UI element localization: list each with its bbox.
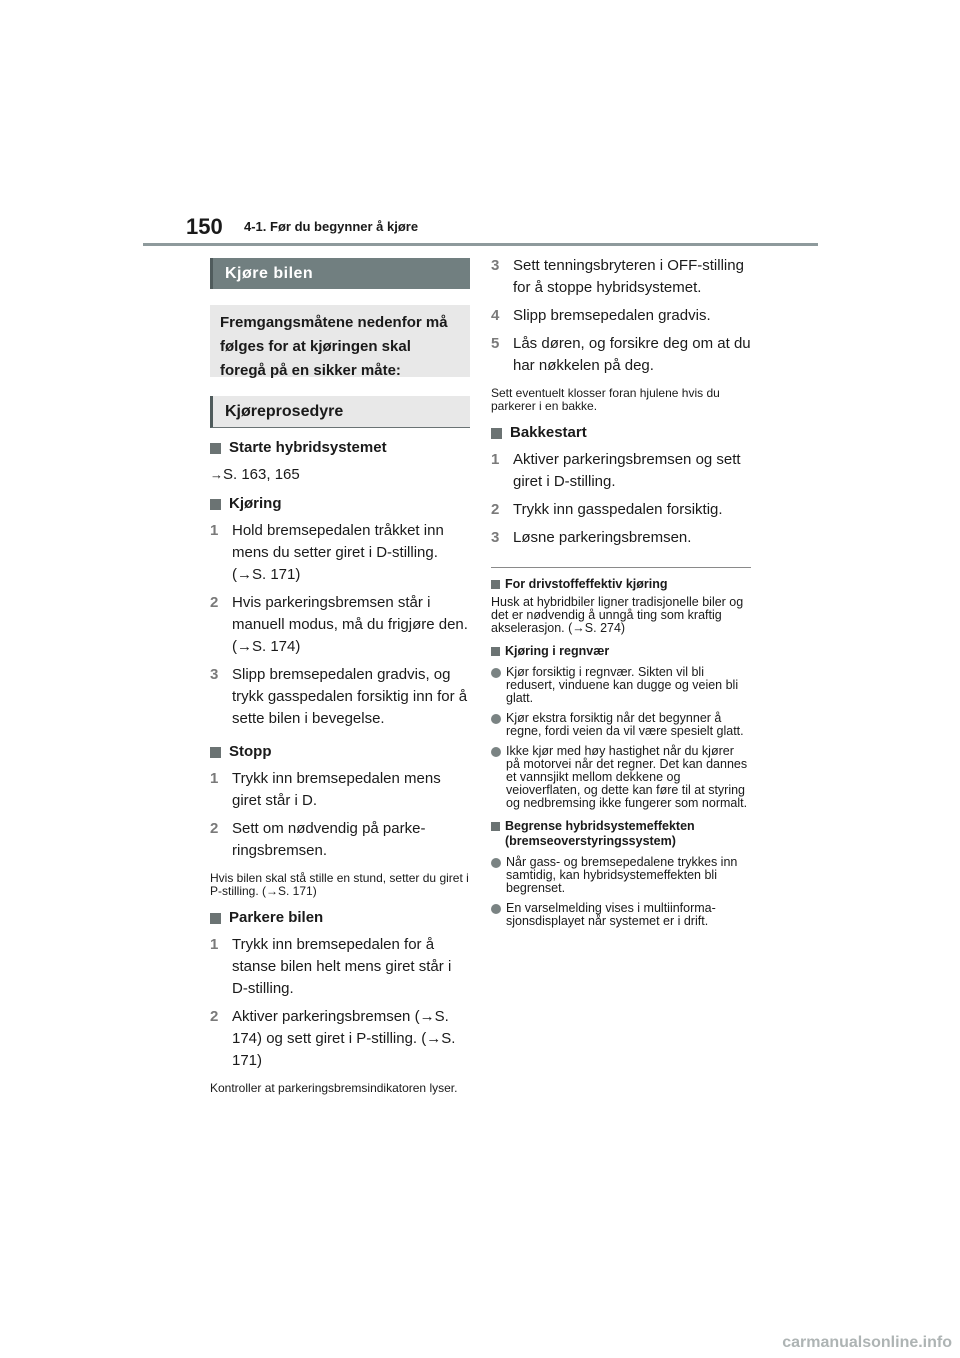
step-text: Sett om nødvendig på parkeringsbremsen.: [232, 820, 426, 859]
step-number: 3: [491, 257, 500, 274]
step-text: Aktiver parkeringsbremsen (→S. 174) og sett giret i P-stilling. (→S. 171): [232, 1008, 456, 1069]
step-number: 1: [210, 936, 219, 953]
list-item: [210, 1006, 470, 1072]
list-item: [491, 856, 751, 895]
step-text: Løsne parkeringsbremsen.: [513, 529, 692, 546]
step-number: 3: [491, 529, 500, 546]
circle-bullet-icon: [491, 858, 501, 868]
step-number: 5: [491, 335, 500, 352]
circle-bullet-icon: [491, 714, 501, 724]
page-number: 150: [186, 214, 223, 239]
square-bullet-icon: [210, 499, 221, 510]
step-number: 2: [210, 594, 219, 611]
intro-box: Fremgangsmåtene nedenfor må følges for at kjøringen skal foregå på en sikker måte:: [210, 305, 470, 377]
square-bullet-icon: [491, 822, 500, 831]
step-text: Trykk inn gasspedalen forsiktig.: [513, 501, 723, 518]
step-number: 1: [210, 522, 219, 539]
start-heading: [210, 438, 470, 458]
bullet-text: Ikke kjør med høy hastighet når du kjører på motorvei når det regner. Det kan dannes et vannsjikt mellom dekkene og veioverflaten, og dette kan føre til at styring og nedbremsing ikke fungerer som normalt.: [506, 744, 748, 810]
right-column: [491, 258, 751, 928]
square-bullet-icon: [210, 747, 221, 758]
driving-heading-text: Kjøring: [229, 495, 282, 512]
step-number: 1: [491, 451, 500, 468]
list-item: [491, 902, 751, 928]
chapter-title: 4-1. Før du begynner å kjøre: [244, 219, 419, 234]
hill-heading-text: Bakkestart: [510, 424, 587, 441]
arrow-icon: →: [210, 467, 223, 482]
rain-heading-text: Kjøring i regnvær: [505, 644, 610, 658]
step-number: 4: [491, 307, 500, 324]
step-text: Trykk inn bremsepedalen mens giret står i D.: [232, 770, 441, 809]
park-note: Kontroller at parkeringsbremsindikatoren lyser.: [210, 1081, 458, 1095]
circle-bullet-icon: [491, 668, 501, 678]
bullet-text: Kjør ekstra forsiktig når det begynner å regne, fordi veien da vil være spesielt glatt.: [506, 711, 744, 738]
step-text: Aktiver parkeringsbremsen og sett giret i D-stilling.: [513, 451, 741, 490]
start-xref: [210, 464, 470, 486]
stop-heading: [210, 742, 470, 762]
stop-heading-text: Stopp: [229, 743, 272, 760]
left-column: [210, 258, 470, 1095]
sub-title: Kjøreprosedyre: [210, 396, 470, 428]
watermark-link[interactable]: carmanualsonline.info: [782, 1334, 952, 1351]
circle-bullet-icon: [491, 747, 501, 757]
list-item: [491, 527, 751, 549]
square-bullet-icon: [491, 647, 500, 656]
bullet-text: En varselmelding vises i multiinformasjonsdisplayet når systemet er i drift.: [506, 901, 716, 928]
eco-text: Husk at hybridbiler ligner tradisjonelle biler og det er nødvendig å unngå ting som kraftig akselerasjon. (→S. 274): [491, 595, 744, 635]
list-item: [210, 768, 470, 812]
step-number: 2: [491, 501, 500, 518]
step-text: Slipp bremsepedalen gradvis, og trykk gasspedalen forsiktig inn for å sette bilen i bevegelse.: [232, 666, 468, 727]
park-heading: [210, 908, 470, 928]
list-item: [491, 745, 751, 810]
start-heading-text: Starte hybridsystemet: [229, 439, 387, 456]
list-item: [210, 592, 470, 658]
step-number: 2: [210, 1008, 219, 1025]
list-item: [491, 666, 751, 705]
step-text: Hold bremsepedalen tråkket inn mens du setter giret i D-stilling. (→S. 171): [232, 522, 444, 583]
step-text: Trykk inn bremsepedalen for å stanse bilen helt mens giret står i D-stilling.: [232, 936, 452, 997]
bullet-text: Kjør forsiktig i regnvær. Sikten vil bli redusert, vinduene kan dugge og veien bli glatt.: [506, 665, 739, 705]
step-number: 1: [210, 770, 219, 787]
list-item: [210, 664, 470, 730]
list-item: [210, 818, 470, 862]
limit-heading-text: Begrense hybridsystemeffekten (bremseoverstyringssystem): [505, 819, 695, 848]
square-bullet-icon: [491, 580, 500, 589]
header-rule: [143, 243, 818, 246]
eco-heading: [491, 577, 751, 592]
list-item: [491, 305, 751, 327]
square-bullet-icon: [210, 913, 221, 924]
square-bullet-icon: [210, 443, 221, 454]
park-cont-note: Sett eventuelt klosser foran hjulene hvis du parkerer i en bakke.: [491, 386, 720, 413]
stop-block: [210, 742, 470, 898]
list-item: [491, 333, 751, 377]
start-xref-text: S. 163, 165: [223, 466, 300, 483]
step-text: Hvis parkeringsbremsen står i manuell modus, må du frigjøre den. (→S. 174): [232, 594, 468, 655]
eco-heading-text: For drivstoffeffektiv kjøring: [505, 577, 668, 591]
step-text: Slipp bremsepedalen gradvis.: [513, 307, 711, 324]
divider: [491, 567, 751, 568]
limit-heading: [491, 819, 751, 849]
park-cont-block: [491, 255, 751, 413]
hill-heading: [491, 423, 751, 443]
step-number: 2: [210, 820, 219, 837]
driving-heading: [210, 494, 470, 514]
circle-bullet-icon: [491, 904, 501, 914]
list-item: [491, 499, 751, 521]
start-block: [210, 438, 470, 486]
step-text: Lås døren, og forsikre deg om at du har nøkkelen på deg.: [513, 335, 751, 374]
list-item: [210, 520, 470, 586]
step-number: 3: [210, 666, 219, 683]
step-text: Sett tenningsbryteren i OFF-stilling for å stoppe hybridsystemet.: [513, 257, 744, 296]
park-block: [210, 908, 470, 1095]
list-item: [491, 712, 751, 738]
list-item: [491, 449, 751, 493]
driving-block: [210, 494, 470, 730]
rain-heading: [491, 644, 751, 659]
section-title: Kjøre bilen: [210, 258, 470, 289]
stop-note: Hvis bilen skal stå stille en stund, setter du giret i P-stilling. (→S. 171): [210, 871, 469, 898]
list-item: [491, 255, 751, 299]
hill-block: [491, 423, 751, 549]
bullet-text: Når gass- og bremsepedalene trykkes inn samtidig, kan hybridsystemeffekten bli begrenset.: [506, 855, 738, 895]
list-item: [210, 934, 470, 1000]
park-heading-text: Parkere bilen: [229, 909, 324, 926]
square-bullet-icon: [491, 428, 502, 439]
